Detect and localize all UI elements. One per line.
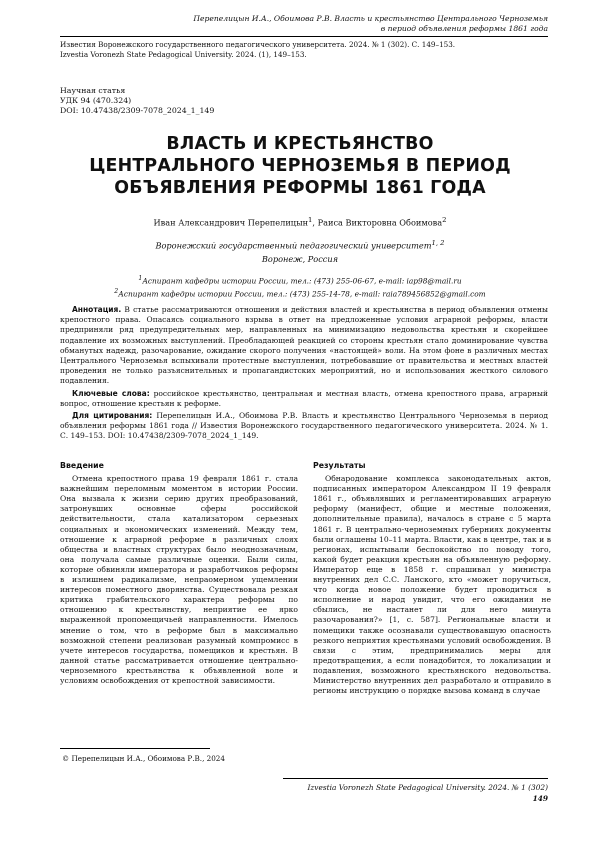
citation-label: Для цитирования: xyxy=(72,411,153,421)
affiliation xyxy=(60,237,540,266)
udk-code: УДК 94 (470.324) xyxy=(60,96,132,106)
intro-heading: Введение xyxy=(60,461,104,470)
author-1: Иван Александрович Перепелицын xyxy=(153,217,309,228)
footnote-rule xyxy=(60,748,210,749)
results-text: Обнародование комплекса законодательных актов, подписанных императором Александром II 19 февраля 1861 г., объявлявших и регламентировавших аграрную реформу (манифест, общие и местные положения, дополнительные правила), началось в стране с 5 марта 1861 г. В центрально-черноземных губерниях документы были оглашены 10–11 марта. Власти, как в центре, так и в регионах, испытывали беспокойство по поводу того, какой будет реакция крестьян на объявленную реформу. Император еще в 1858 г. спрашивал у министра внутренних дел С.С. Ланского, кто «может поручиться, что когда новое положение будет проводиться в исполнение и народ увидит, что его ожидания не сбылись, не настанет ли для него минута разочарования?» [1, с. 587]. Региональные власти и помещики также осознавали существовавшую опасность резкого неприятия крестьянами условий освобождения. В связи с этим, предпринимались меры для предотвращения, а если понадобится, то локализации и подавления, возможного крестьянского недовольства. Министерство внутренних дел разработало и отправило в регионы инструкцию о порядке вызова команд в случае xyxy=(313,474,551,696)
running-header xyxy=(193,14,548,34)
running-header-line-2: в период объявления реформы 1861 года xyxy=(380,24,548,33)
author-1-sup: 1 xyxy=(308,216,313,224)
author-separator: , xyxy=(312,217,318,228)
journal-references xyxy=(60,40,455,60)
article-title xyxy=(60,133,540,199)
university-sup: 1, 2 xyxy=(431,239,445,247)
author-2-sup: 2 xyxy=(442,216,447,224)
keywords-label: Ключевые слова: xyxy=(72,388,150,398)
journal-reference-en: Izvestia Voronezh State Pedagogical University. 2024. (1), 149–153. xyxy=(60,50,307,59)
page-footer xyxy=(307,782,548,804)
intro-column xyxy=(60,461,298,686)
footer-journal: Izvestia Voronezh State Pedagogical University. 2024. № 1 (302) xyxy=(307,783,548,792)
keywords-text: российское крестьянство, центральная и местная власть, отмена крепостного права, аграрный вопрос, отношение крестьян к реформе. xyxy=(60,388,548,408)
footer-rule xyxy=(283,778,548,779)
title-line-3: ОБЪЯВЛЕНИЯ РЕФОРМЫ 1861 ГОДА xyxy=(114,178,486,198)
article-type: Научная статья xyxy=(60,86,126,95)
note-1: Аспирант кафедры истории России, тел.: (473) 255-06-67, e-mail: iap98@mail.ru xyxy=(142,276,462,286)
note-2: Аспирант кафедры истории России, тел.: (473) 255-14-78, e-mail: raia789456852@gmail.com xyxy=(118,289,486,299)
results-heading: Результаты xyxy=(313,461,366,470)
running-header-line-1: Перепелицын И.А., Обоимова Р.В. Власть и крестьянство Центрального Черноземья xyxy=(193,14,548,23)
abstract-text: В статье рассматриваются отношения и действия властей и крестьянства в период объявления отмены крепостного права. Опасаясь социального взрыва в ответ на предложенные условия аграрной реформы, власти предприняли ряд предупредительных мер, направленных на минимизацию недовольства крестьян и скорейшее подавление их возможных выступлений. Преобладающей реакцией со стороны крестьян стало доминирование чувства обманутых надежд, разочарование, ожидание скорого получения «настоящей» воли. На этом фоне в различных местах Центрального Черноземья вспыхивали протестные выступления, потребовавшие от правительства и местных властей проведения не только разъяснительных и пропагандистских мероприятий, но и использования жесткого силового подавления. xyxy=(60,305,548,386)
author-2: Раиса Викторовна Обоимова xyxy=(317,217,443,228)
note-2-sup: 2 xyxy=(114,288,119,296)
university: Воронежский государственный педагогический университет xyxy=(155,240,432,251)
header-rule xyxy=(60,36,548,37)
authors xyxy=(60,216,540,228)
intro-text: Отмена крепостного права 19 февраля 1861 г. стала важнейшим переломным моментом в истории России. Она вызвала к жизни серию других преобразований, затронувших основные сферы российской действительности, стала катализатором серьезных социальных и экономических изменений. Между тем, отношение к аграрной реформе в различных слоях общества и властных структурах было неоднозначным, она получала самые различные оценки. Были силы, которые обвиняли императора и разработчиков реформы в излишнем радикализме, непраомерном ущемлении интересов поместного дворянства. Существовала резкая критика грабительского характера реформы по отношению к крестьянству, неприятие ее ярко выраженной пропомещичьей направленности. Имелось мнение о том, что в реформе был в максимально возможной степени реализован разумный компромисс в учете интересов государства, помещиков и крестьян. В данной статье рассматривается отношение центрально-черноземного крестьянства к объявленной воле и условиям освобождения от крепостной зависимости. xyxy=(60,474,298,685)
page-number: 149 xyxy=(532,794,548,803)
author-notes xyxy=(60,273,540,300)
abstract-block xyxy=(60,305,548,444)
citation-text: Перепелицын И.А., Обоимова Р.В. Власть и крестьянство Центрального Черноземья в период объявления реформы 1861 года // Известия Воронежского государственного педагогического университета. 2024. № 1. С. 149–153. DOI: 10.47438/2309-7078_2024_1_149. xyxy=(60,411,548,441)
journal-reference-ru: Известия Воронежского государственного педагогического университета. 2024. № 1 (302). С. 149–153. xyxy=(60,40,456,49)
results-column xyxy=(313,461,551,696)
copyright-footnote: © Перепелицын И.А., Обоимова Р.В., 2024 xyxy=(62,754,225,763)
article-meta xyxy=(60,86,214,117)
abstract-label: Аннотация. xyxy=(72,305,122,314)
doi: DOI: 10.47438/2309-7078_2024_1_149 xyxy=(60,106,215,116)
city: Воронеж, Россия xyxy=(261,253,339,264)
title-line-2: ЦЕНТРАЛЬНОГО ЧЕРНОЗЕМЬЯ В ПЕРИОД xyxy=(89,156,511,176)
title-line-1: ВЛАСТЬ И КРЕСТЬЯНСТВО xyxy=(166,134,434,154)
note-1-sup: 1 xyxy=(138,275,143,282)
